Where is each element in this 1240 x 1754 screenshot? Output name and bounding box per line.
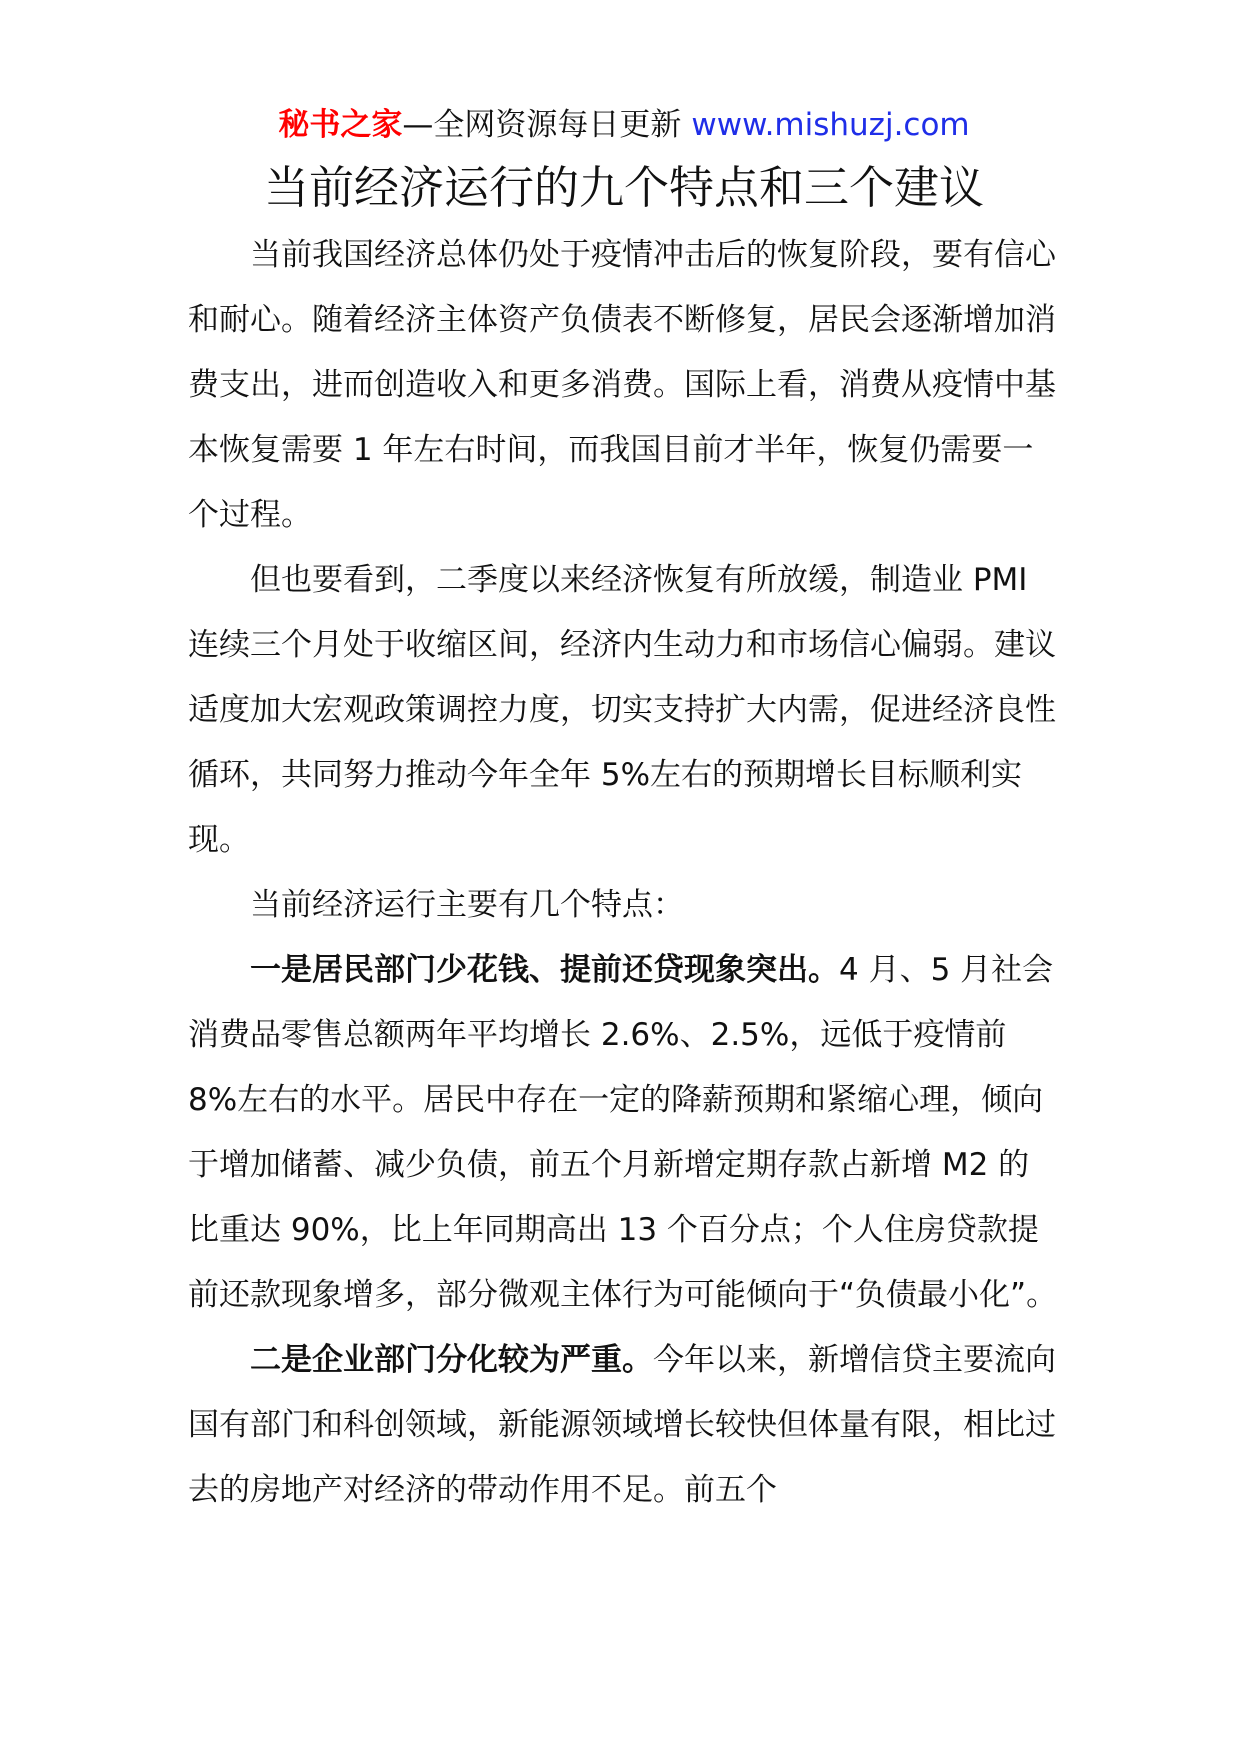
paragraph-lead: 一是居民部门少花钱、提前还贷现象突出。 (250, 952, 839, 988)
paragraph-text: 今年以来，新增信贷主要流向国有部门和科创领域，新能源领域增长较快但体量有限，相比过去的房地产对经济的带动作用不足。前五个 (188, 1342, 1056, 1508)
paragraph (188, 1328, 1060, 1523)
paragraph (188, 223, 1060, 548)
brand-name: 秘书之家 (278, 107, 403, 143)
document-title: 当前经济运行的九个特点和三个建议 (263, 161, 984, 214)
paragraph-lead: 二是企业部门分化较为严重。 (250, 1342, 653, 1378)
site-banner (188, 103, 1060, 147)
paragraph (188, 873, 1060, 938)
paragraph (188, 548, 1060, 873)
site-url-link[interactable]: www.mishuzj.com (691, 107, 970, 143)
paragraph-text: 当前我国经济总体仍处于疫情冲击后的恢复阶段，要有信心和耐心。随着经济主体资产负债表不断修复，居民会逐渐增加消费支出，进而创造收入和更多消费。国际上看，消费从疫情中基本恢复需要 1 年左右时间，而我国目前才半年，恢复仍需要一个过程。 (188, 237, 1056, 533)
paragraph (188, 938, 1060, 1328)
paragraph-text: 但也要看到，二季度以来经济恢复有所放缓，制造业 PMI 连续三个月处于收缩区间，经济内生动力和市场信心偏弱。建议适度加大宏观政策调控力度，切实支持扩大内需，促进经济良性循环，共同努力推动今年全年 5%左右的预期增长目标顺利实现。 (188, 562, 1056, 858)
banner-tagline: —全网资源每日更新 (402, 107, 682, 143)
paragraph-text: 当前经济运行主要有几个特点： (250, 887, 684, 923)
paragraph-text: 4 月、5 月社会消费品零售总额两年平均增长 2.6%、2.5%，远低于疫情前 8%左右的水平。居民中存在一定的降薪预期和紧缩心理，倾向于增加储蓄、减少负债，前五个月新增定期存款占新增 M2 的比重达 90%，比上年同期高出 13 个百分点；个人住房贷款提前还款现象增多，部分微观主体行为可能倾向于“负债最小化”。 (188, 952, 1058, 1313)
